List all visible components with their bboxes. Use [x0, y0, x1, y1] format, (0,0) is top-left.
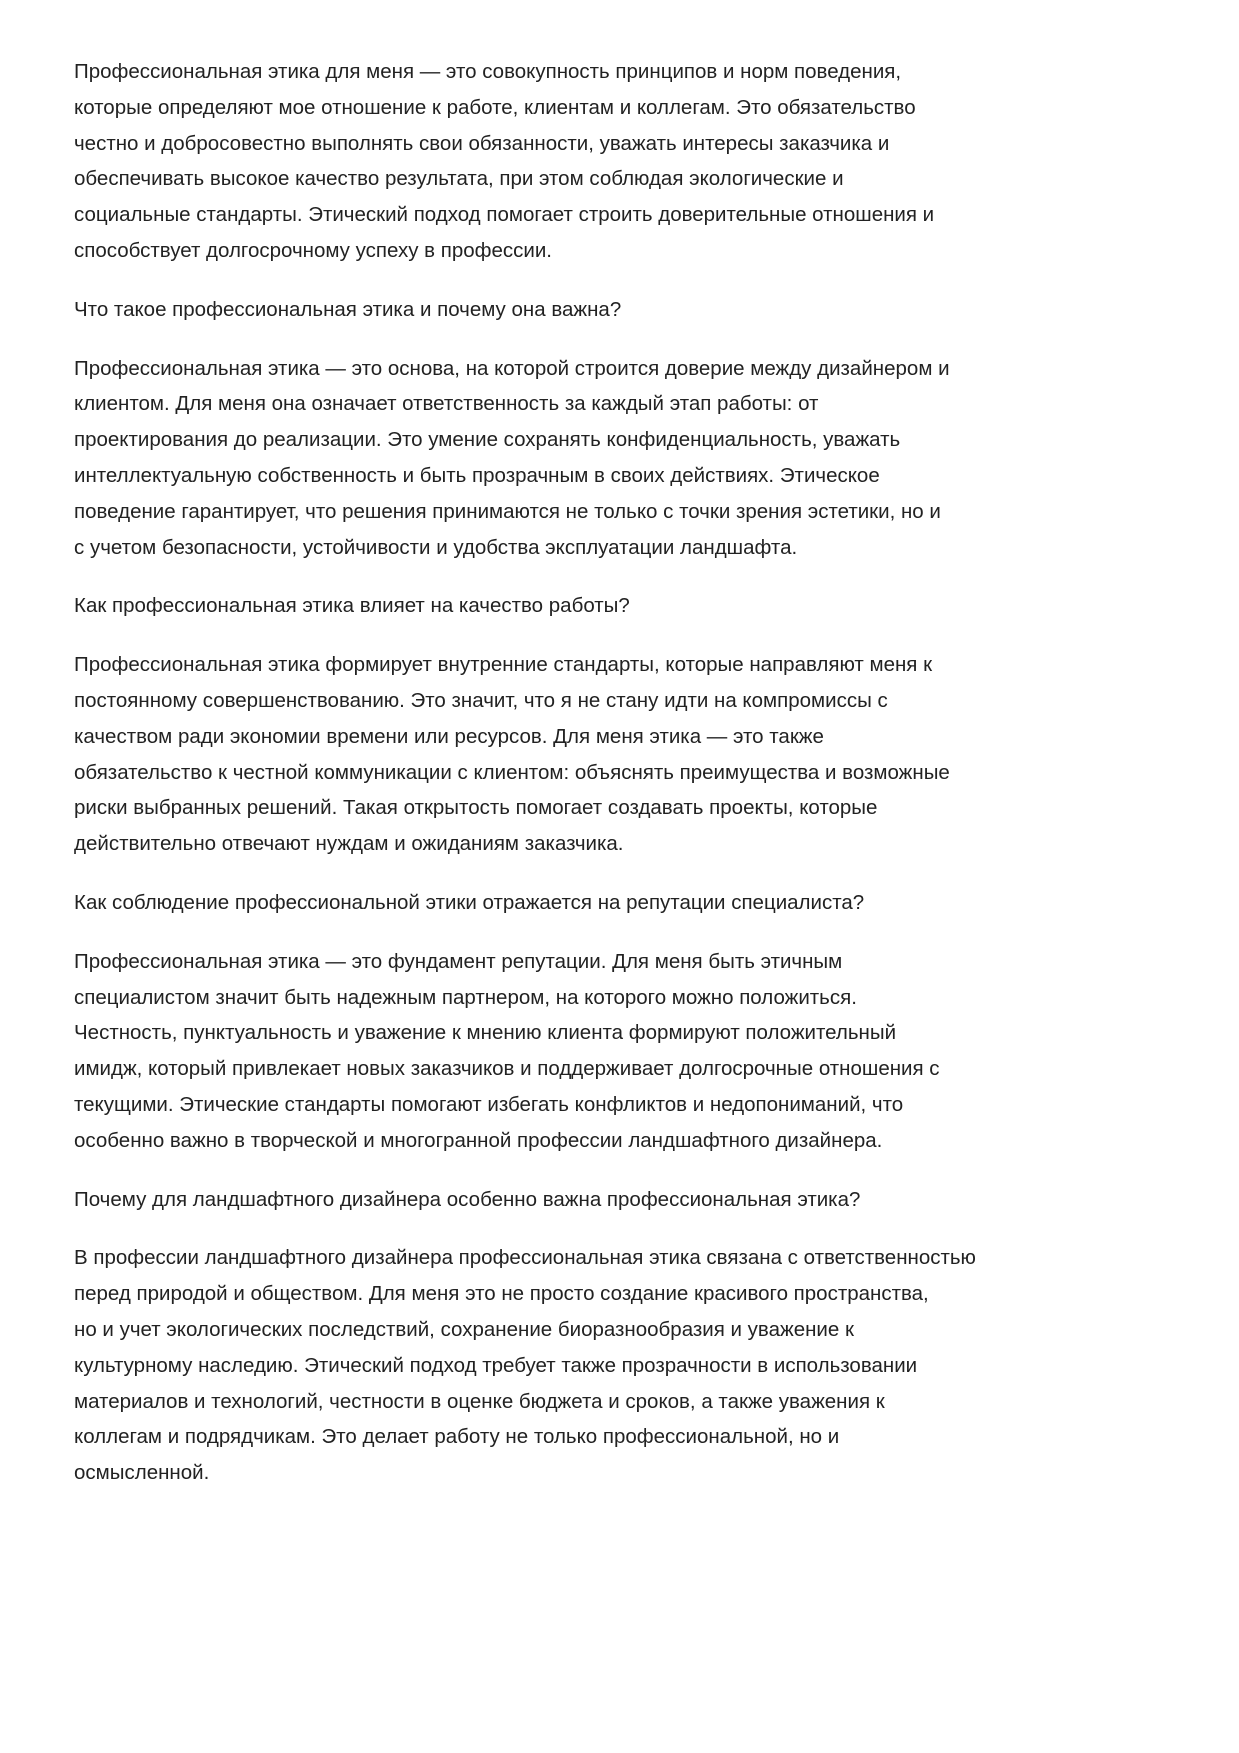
text-line: текущими. Этические стандарты помогают избегать конфликтов и недопониманий, что — [74, 1092, 904, 1116]
text-line: которые определяют мое отношение к работе, клиентам и коллегам. Это обязательство — [74, 95, 916, 119]
text-line: клиентом. Для меня она означает ответственность за каждый этап работы: от — [74, 392, 819, 416]
text-line: Честность, пунктуальность и уважение к мнению клиента формируют положительный — [74, 1021, 897, 1045]
text-line: но и учет экологических последствий, сохранение биоразнообразия и уважение к — [74, 1317, 854, 1341]
text-line: Профессиональная этика — это основа, на которой строится доверие между дизайнером и — [74, 356, 950, 380]
text-line: перед природой и обществом. Для меня это не просто создание красивого пространства, — [74, 1282, 929, 1306]
text-line: Профессиональная этика для меня — это совокупность принципов и норм поведения, — [74, 60, 902, 83]
text-line: осмысленной. — [74, 1461, 210, 1485]
text-line: обязательство к честной коммуникации с клиентом: объяснять преимущества и возможные — [74, 760, 950, 784]
text-line: риски выбранных решений. Такая открытость помогает создавать проекты, которые — [74, 796, 878, 820]
text-line: материалов и технологий, честности в оценке бюджета и сроков, а также уважения к — [74, 1389, 885, 1413]
text-paragraph — [74, 647, 1174, 862]
text-line: специалистом значит быть надежным партнером, на которого можно положиться. — [74, 985, 857, 1009]
text-line: постоянному совершенствованию. Это значит, что я не стану идти на компромиссы с — [74, 688, 888, 712]
text-line: культурному наследию. Этический подход требует также прозрачности в использовании — [74, 1353, 918, 1377]
text-line: действительно отвечают нуждам и ожиданиям заказчика. — [74, 832, 624, 856]
question-heading — [74, 292, 1174, 328]
text-line: В профессии ландшафтного дизайнера профессиональная этика связана с ответственностью — [74, 1246, 976, 1270]
text-line: Как соблюдение профессиональной этики отражается на репутации специалиста? — [74, 890, 865, 914]
question-heading — [74, 1182, 1174, 1218]
text-line: коллегам и подрядчикам. Это делает работу не только профессиональной, но и — [74, 1425, 840, 1449]
text-line: качеством ради экономии времени или ресурсов. Для меня этика — это также — [74, 724, 824, 748]
text-line: имидж, который привлекает новых заказчиков и поддерживает долгосрочные отношения с — [74, 1057, 940, 1081]
text-line: поведение гарантирует, что решения принимаются не только с точки зрения эстетики, но и — [74, 499, 941, 523]
text-line: с учетом безопасности, устойчивости и удобства эксплуатации ландшафта. — [74, 535, 798, 559]
question-heading — [74, 588, 1174, 624]
text-line: интеллектуальную собственность и быть прозрачным в своих действиях. Этическое — [74, 463, 880, 487]
text-paragraph — [74, 1240, 1174, 1491]
document-body — [74, 54, 1174, 1514]
text-line: Профессиональная этика формирует внутренние стандарты, которые направляют меня к — [74, 653, 933, 677]
text-paragraph — [74, 54, 1174, 269]
text-line: проектирования до реализации. Это умение сохранять конфиденциальность, уважать — [74, 428, 901, 452]
text-line: честно и добросовестно выполнять свои обязанности, уважать интересы заказчика и — [74, 131, 890, 155]
text-line: Как профессиональная этика влияет на качество работы? — [74, 594, 630, 618]
text-paragraph — [74, 944, 1174, 1159]
text-line: способствует долгосрочному успеху в профессии. — [74, 238, 552, 262]
text-line: Что такое профессиональная этика и почему она важна? — [74, 297, 622, 321]
text-paragraph — [74, 351, 1174, 566]
text-line: особенно важно в творческой и многогранной профессии ландшафтного дизайнера. — [74, 1128, 883, 1152]
text-line: социальные стандарты. Этический подход помогает строить доверительные отношения и — [74, 203, 935, 227]
text-line: Профессиональная этика — это фундамент репутации. Для меня быть этичным — [74, 949, 843, 973]
question-heading — [74, 885, 1174, 921]
text-line: Почему для ландшафтного дизайнера особенно важна профессиональная этика? — [74, 1187, 861, 1211]
text-line: обеспечивать высокое качество результата, при этом соблюдая экологические и — [74, 167, 844, 191]
